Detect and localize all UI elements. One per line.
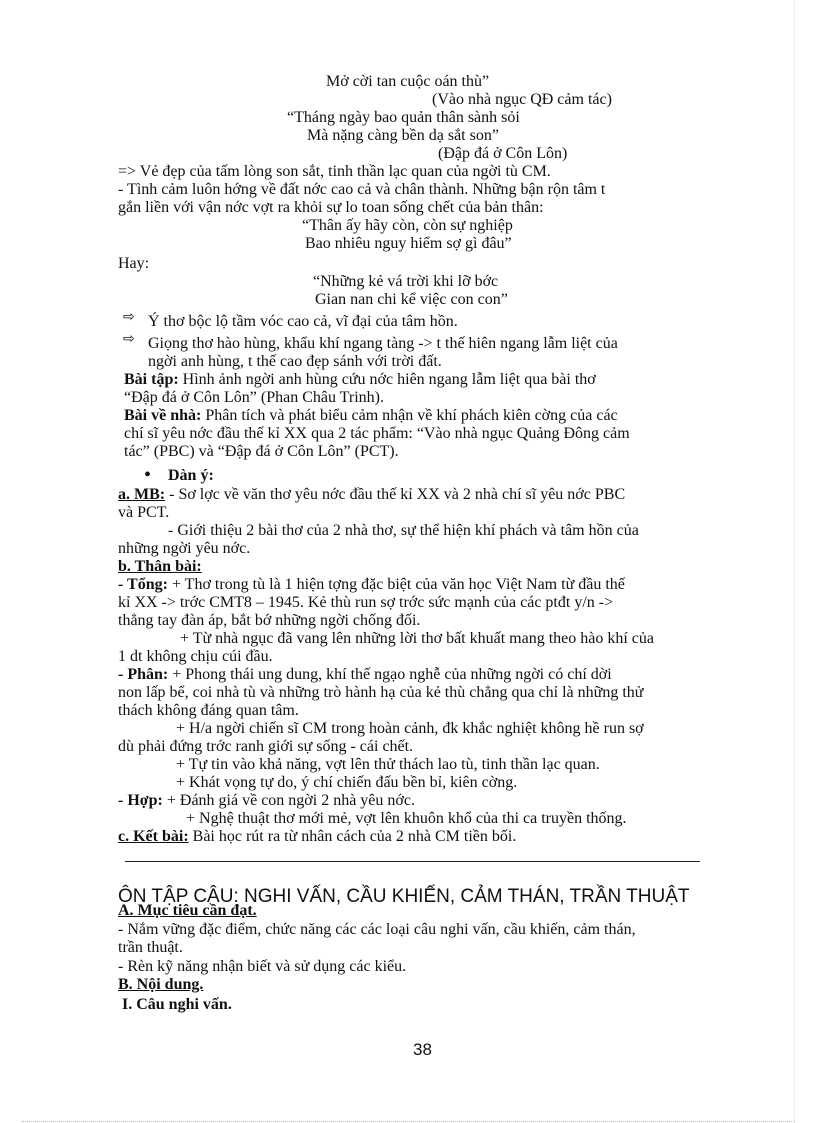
section-label: - Phân: bbox=[118, 666, 169, 683]
arrow-icon: ⇨ bbox=[123, 310, 135, 325]
text-line: - Rèn kỹ năng nhận biết và sử dụng các kiểu. bbox=[118, 958, 407, 975]
section-text: Bài học rút ra từ nhân cách của 2 nhà CM tiền bối. bbox=[188, 828, 517, 845]
page-border bbox=[794, 0, 795, 1123]
homework-line bbox=[124, 407, 618, 425]
text-line: dù phải đứng trớc ranh giới sự sống - cái chết. bbox=[118, 738, 414, 755]
poem-line: Mà nặng càng bền dạ sắt son” bbox=[307, 127, 499, 144]
section-text: + Đánh giá về con ngời 2 nhà yêu nớc. bbox=[162, 792, 415, 809]
poem-line: Mở cời tan cuộc oán thù” bbox=[326, 73, 490, 90]
exercise-text: Hình ảnh ngời anh hùng cứu nớc hiên ngang lẫm liệt qua bài thơ bbox=[178, 371, 596, 388]
text-line: - Nắm vững đặc điểm, chức năng các các loại câu nghi vấn, cầu khiến, cảm thán, bbox=[118, 921, 636, 938]
poem-source: (Vào nhà ngục QĐ cảm tác) bbox=[432, 91, 612, 108]
text-line: + Nghệ thuật thơ mới mẻ, vợt lên khuôn khổ của thi ca truyền thống. bbox=[186, 810, 627, 827]
text-line: Hay: bbox=[118, 255, 150, 272]
poem-source: (Đập đá ở Côn Lôn) bbox=[438, 145, 568, 162]
section-heading: B. Nội dung. bbox=[118, 976, 204, 993]
arrow-icon: ⇨ bbox=[123, 332, 135, 347]
poem-line: “Tháng ngày bao quản thân sành sỏi bbox=[287, 109, 520, 126]
text-line: Ý thơ bộc lộ tầm vóc cao cả, vĩ đại của tâm hồn. bbox=[148, 313, 458, 330]
poem-line: “Thân ấy hãy còn, còn sự nghiệp bbox=[302, 217, 513, 234]
text-line: những ngời yêu nớc. bbox=[118, 540, 251, 557]
text-line: + Tự tin vào khả năng, vợt lên thử thách lao tù, tinh thần lạc quan. bbox=[176, 756, 600, 773]
subsection-heading: I. Câu nghi vấn. bbox=[122, 996, 232, 1013]
exercise-label: Bài tập: bbox=[124, 371, 179, 388]
section-text: + Thơ trong tù là 1 hiện tợng đặc biệt của văn học Việt Nam từ đầu thế bbox=[167, 576, 625, 593]
section-tong bbox=[118, 576, 625, 594]
text-line: non lấp bể, coi nhà tù và những trò hành hạ của kẻ thù chẳng qua chỉ là những thử bbox=[118, 684, 644, 701]
outline-heading: Dàn ý: bbox=[168, 467, 214, 484]
text-line: chí sĩ yêu nớc đầu thế kỉ XX qua 2 tác phẩm: “Vào nhà ngục Quảng Đông cảm bbox=[124, 425, 630, 442]
text-line: - Giới thiệu 2 bài thơ của 2 nhà thơ, sự thể hiện khí phách và tâm hồn của bbox=[168, 522, 639, 539]
page-border bbox=[22, 1121, 794, 1122]
text-line: thẳng tay đàn áp, bắt bớ những ngời chống đối. bbox=[118, 612, 421, 629]
section-label: - Tổng: bbox=[118, 576, 168, 593]
section-label: a. MB: bbox=[118, 486, 166, 503]
text-line: gắn liền với vận nớc vợt ra khỏi sự lo toan sống chết của bản thân: bbox=[118, 199, 544, 216]
text-line: và PCT. bbox=[118, 504, 170, 521]
poem-line: “Những kẻ vá trời khi lỡ bớc bbox=[313, 273, 499, 290]
section-kb bbox=[118, 828, 516, 846]
section-text: + Phong thái ung dung, khí thế ngạo nghễ của những ngời có chí dời bbox=[168, 666, 612, 683]
section-label: - Hợp: bbox=[118, 792, 163, 809]
bullet-icon: • bbox=[144, 464, 152, 486]
section-label: c. Kết bài: bbox=[118, 828, 189, 845]
text-line: + Từ nhà ngục đã vang lên những lời thơ bất khuất mang theo hào khí của bbox=[180, 630, 654, 647]
text-line: kỉ XX -> trớc CMT8 – 1945. Kẻ thù run sợ trớc sức mạnh của các ptđt y/n -> bbox=[118, 594, 614, 611]
text-line: thách không đáng quan tâm. bbox=[118, 702, 299, 719]
section-phan bbox=[118, 666, 612, 684]
exercise-line bbox=[124, 371, 596, 389]
text-line: => Vẻ đẹp của tấm lòng son sắt, tinh thần lạc quan của ngời tù CM. bbox=[118, 163, 551, 180]
section-hop bbox=[118, 792, 415, 810]
homework-text: Phân tích và phát biểu cảm nhận về khí phách kiên cờng của các bbox=[201, 407, 618, 424]
text-line: “Đập đá ở Côn Lôn” (Phan Châu Trinh). bbox=[124, 389, 384, 406]
text-line: 1 dt không chịu cúi đầu. bbox=[118, 648, 273, 665]
text-line: Giọng thơ hào hùng, khẩu khí ngang tàng -> t thế hiên ngang lẫm liệt của bbox=[148, 335, 618, 352]
page-number: 38 bbox=[413, 1040, 432, 1059]
divider bbox=[125, 861, 700, 862]
text-line: ngời anh hùng, t thế cao đẹp sánh với trời đất. bbox=[148, 353, 442, 370]
section-mb bbox=[118, 486, 625, 504]
text-line: - Tình cảm luôn hớng về đất nớc cao cả và chân thành. Những bận rộn tâm t bbox=[118, 181, 606, 198]
lesson-title: ÔN TẬP CÂU: NGHI VẤN, CẦU KHIẾN, CẢM THÁN, TRẦN THUẬT bbox=[118, 886, 690, 907]
homework-label: Bài về nhà: bbox=[124, 407, 202, 424]
text-line: tác” (PBC) và “Đập đá ở Côn Lôn” (PCT). bbox=[124, 443, 399, 460]
text-line: trần thuật. bbox=[118, 939, 183, 956]
section-heading: A. Mục tiêu cần đạt. bbox=[118, 902, 257, 919]
section-label: b. Thân bài: bbox=[118, 558, 202, 575]
text-line: + Khát vọng tự do, ý chí chiến đấu bền bỉ, kiên cờng. bbox=[176, 774, 518, 791]
text-line: + H/a ngời chiến sĩ CM trong hoàn cảnh, đk khắc nghiệt không hề run sợ bbox=[176, 720, 644, 737]
section-text: - Sơ lợc về văn thơ yêu nớc đầu thế kỉ XX và 2 nhà chí sĩ yêu nớc PBC bbox=[165, 486, 626, 503]
poem-line: Gian nan chi kể việc con con” bbox=[315, 291, 508, 308]
poem-line: Bao nhiêu nguy hiểm sợ gì đâu” bbox=[305, 235, 512, 252]
